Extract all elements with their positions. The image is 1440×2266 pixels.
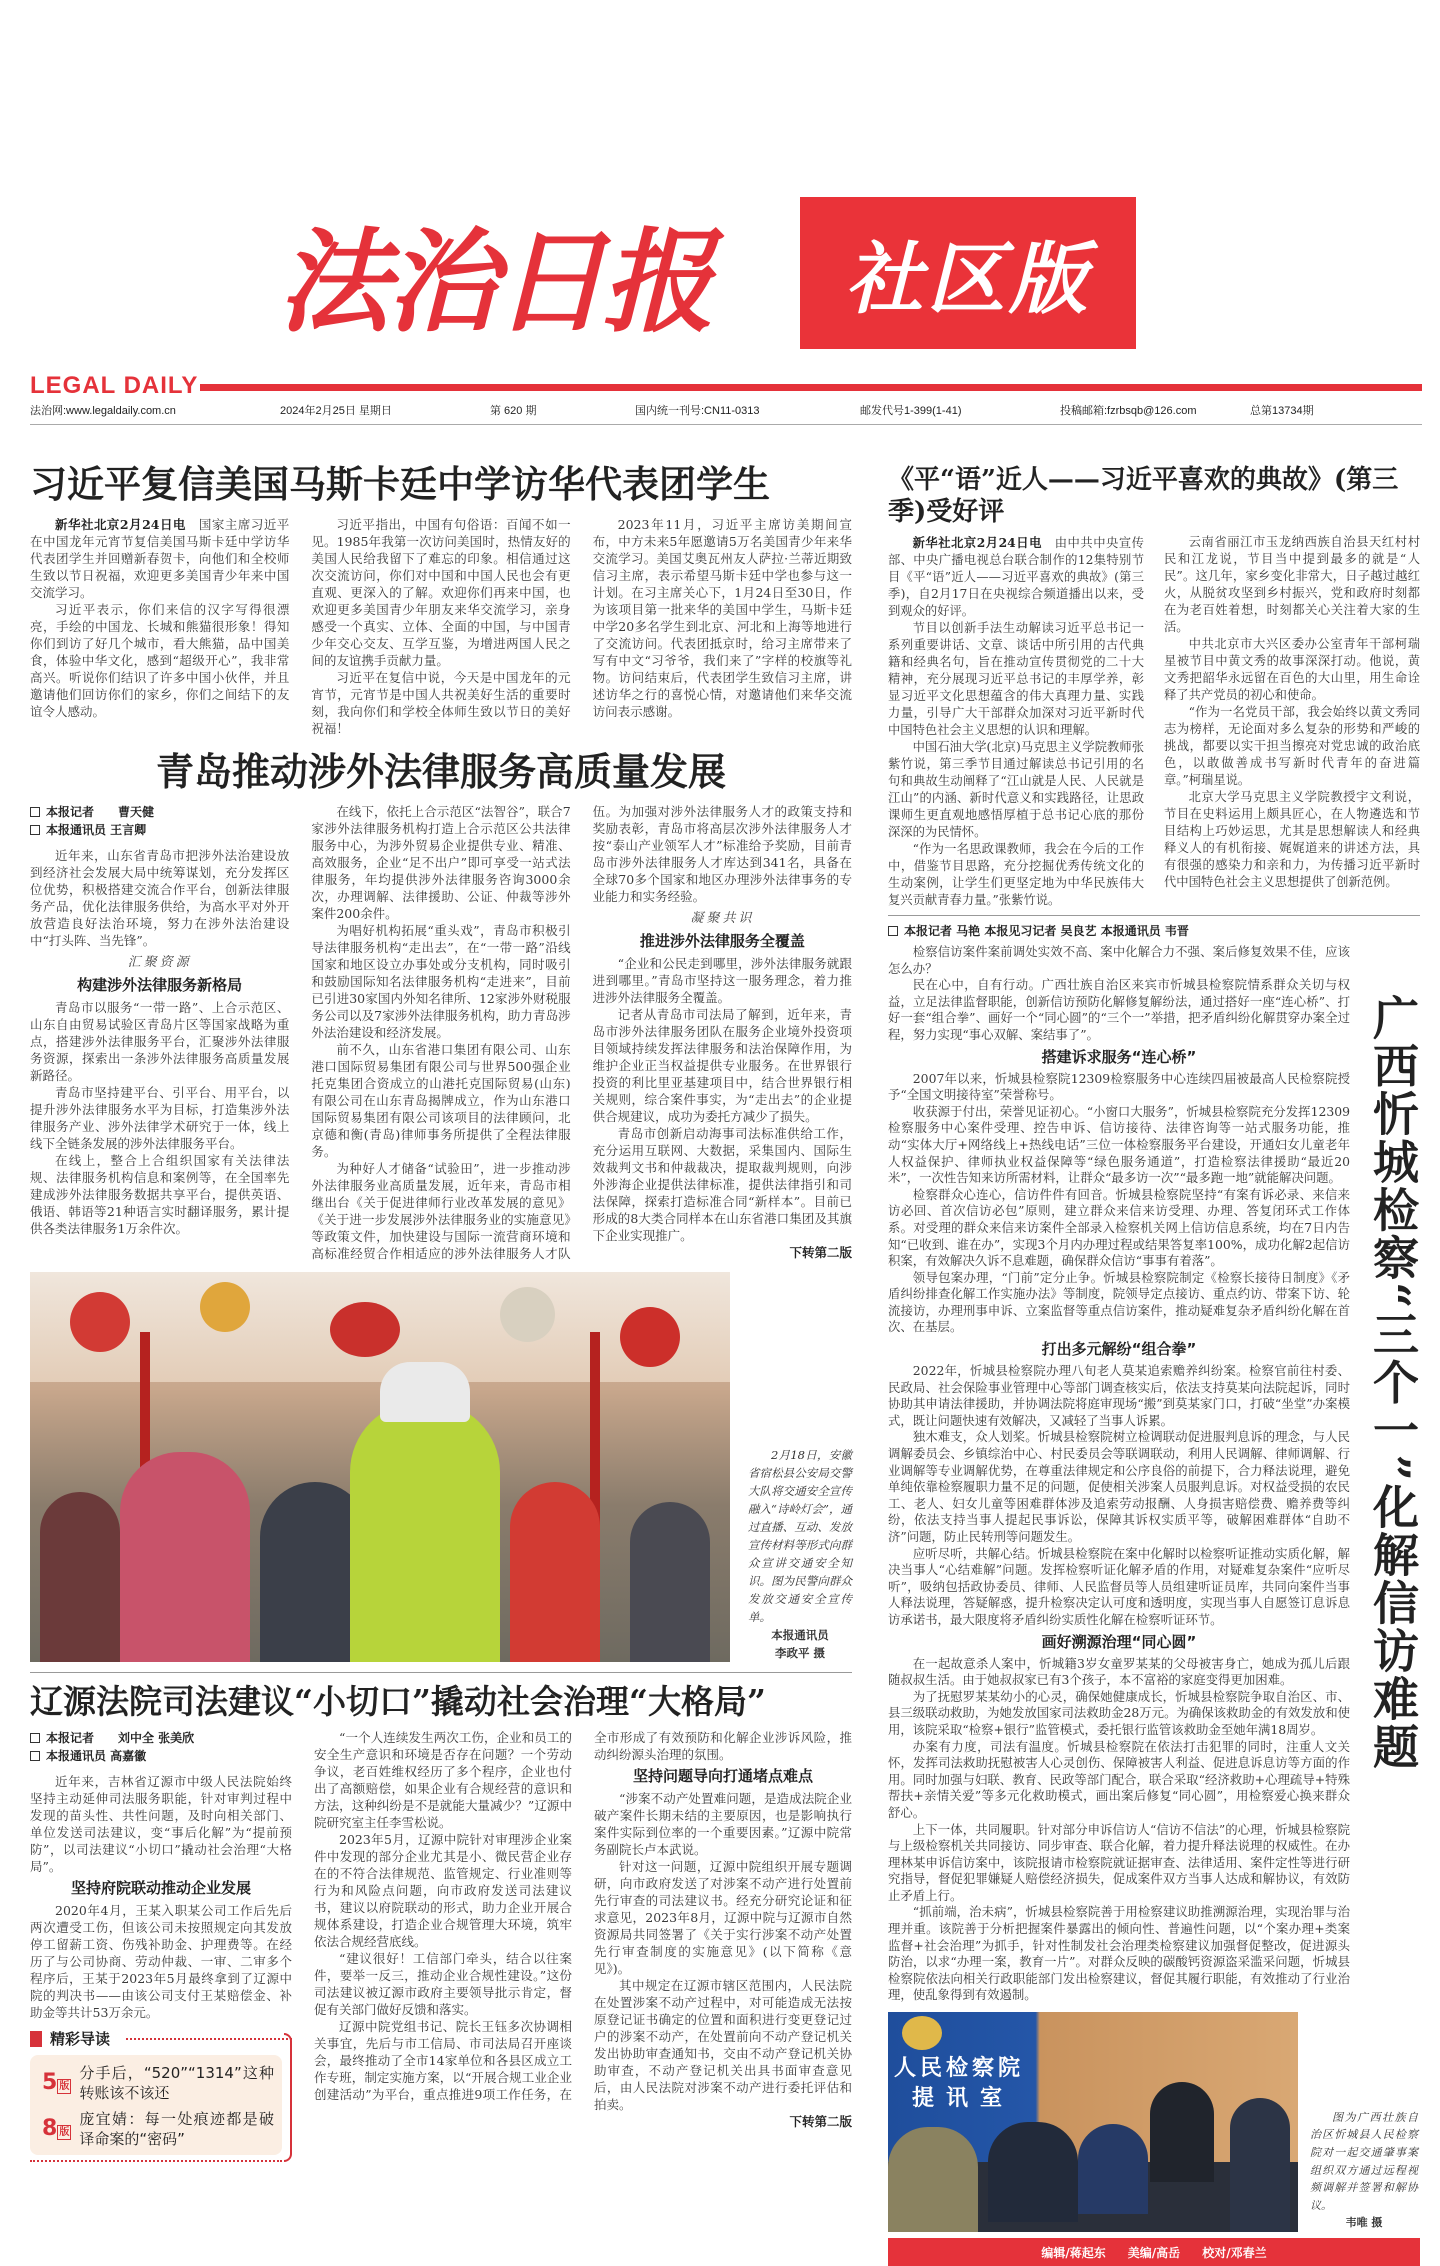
paragraph: “作为一名党员干部，我会始终以黄文秀同志为榜样，无论面对多么复杂的形势和严峻的挑战，都要以实干担当擦亮对党忠诚的政治底色，以敢做善成书写新时代青年的奋进篇章。”柯瑞星说。 [1164, 705, 1420, 787]
paragraph: 领导包案办理，“门前”定分止争。忻城县检察院制定《检察长接待日制度》《矛盾纠纷排查化解工作实施办法》等制度，院领导定点接访、重点约访、带案下访、轮流接访，办理刑事申诉、立案监督等重点信访案件，推动疑难复杂矛盾纠纷化解在首次、在基层。 [888, 1269, 1350, 1335]
paragraph: 辽源中院党组书记、院长王钰多次协调相关事宜，先后与市工信局、市司法局召开座谈会，最终推动了全市14家单位和各县区成立工作专班，制定实施方案，以“开展合规工业企业创建活动”为平台，重点推进9项工作任务，在全市形成了有效预防和化解企业涉诉风险，推动纠纷源头治理的氛围。 [314, 1730, 852, 2102]
paragraph: 青岛市以服务“一带一路”、上合示范区、山东自由贸易试验区青岛片区等国家战略为重点，搭建涉外法律服务平台，汇聚涉外法律服务资源，探索出一条涉外法律服务高质量发展新路径。 [30, 1000, 290, 1083]
guide-marker-icon [30, 2031, 42, 2047]
guide-item-text: 分手后，“520”“1314”这种转账该不该还 [79, 2064, 274, 2102]
paragraph: 2023年5月，辽源中院针对审理涉企业案件中发现的部分企业尤其是小、微民营企业存在的不符合法律规范、监管规定、行业准则等行为和风险点问题，向市政府发送司法建议书，建议以府院联动的形式，助力企业开展合规体系建设，打造企业合规管理大环境，筑牢依法合规经营底线。 [314, 1832, 572, 1949]
issue-number: 第 620 期 [490, 405, 537, 417]
subheading: 打出多元解纷“组合拳” [1041, 1340, 1197, 1359]
article-liaoyuan-body [314, 1729, 852, 2162]
paragraph: 云南省丽江市玉龙纳西族自治县天红村村民和江龙说，节目当中提到最多的就是“人民”。这几年，家乡变化非常大，日子越过越红火，从脱贫攻坚到乡村振兴，党和政府时刻都在为老百姓着想，时刻都关心关注着大家的生活。 [1164, 535, 1420, 634]
subheading: 搭建诉求服务“连心桥” [1041, 1047, 1197, 1066]
featured-guide [30, 2029, 292, 2162]
guide-page-number: 5 版 [42, 2070, 70, 2095]
editorial-credits-bar [888, 2238, 1420, 2266]
paragraph: 2020年4月，王某入职某公司工作后先后两次遭受工伤，但该公司未按照规定向其发放停工留薪工资、伤残补助金、护理费等。在经历了与公司协商、劳动仲裁、一审、二审多个程序后，王某于2023年5月最终拿到了辽源中院的判决书——由该公司支付王某赔偿金、补助金等共计53万余元。 [30, 1903, 292, 2020]
article-qingdao-body [30, 803, 852, 1262]
article-liaoyuan [30, 1729, 852, 2162]
paragraph: 在线上，整合上合组织国家有关法律法规、法律服务机构信息和案例等，在全国率先建成涉外法律服务数据共享平台，提供英语、俄语、韩语等21种语言实时翻译服务，累计提供各类法律服务1万余件次。 [30, 1153, 290, 1236]
paragraph: 2007年以来，忻城县检察院12309检察服务中心连续四届被最高人民检察院授予“全国文明接待室”荣誉称号。 [888, 1070, 1350, 1103]
paragraph: “企业和公民走到哪里，涉外法律服务就跟进到哪里。”青岛市坚持这一服务理念，着力推进涉外法律服务全覆盖。 [592, 956, 852, 1005]
masthead-info [30, 402, 1422, 418]
photo-procuratorate-row [888, 2012, 1420, 2232]
left-column [30, 460, 852, 2162]
edition-badge: 社区版 [800, 197, 1136, 349]
guide-title: 精彩导读 [50, 2029, 111, 2048]
guide-item-text: 庞宜婧：每一处痕迹都是破译命案的“密码” [79, 2110, 274, 2148]
paragraph: 北京大学马克思主义学院教授宇文利说，节目在史料运用上颇具匠心，在人物遴选和节目结构上巧妙运思，尤其是思想解读人和经典释义人的有机衔接、娓娓道来的讲述方法，具有很强的感染力和亲和力，为传播习近平新时代中国特色社会主义思想提供了创新范例。 [1164, 790, 1420, 889]
byline: 本报记者 马艳 本报见习记者 吴良艺 本报通讯员 韦晋 [888, 922, 1420, 940]
paragraph: 青岛市创新启动海事司法标准供给工作，充分运用互联网、大数据，采集国内、国际生效裁判文书和仲裁裁决，提取裁判规则，向涉外涉海企业提供法律标准，提供法律指引和司法保障，探索打造标准合同“新样本”。目前已形成的8大类合同样本在山东省港口集团及其旗下企业实现推广。 [592, 1126, 852, 1243]
paragraph: 其中规定在辽源市辖区范围内，人民法院在处置涉案不动产过程中，对可能造成无法按原登记证书确定的位置和面积进行变更登记过户的涉案不动产，在处置前向不动产登记机关发出协助审查通知书，交由不动产登记机关协助审查，不动产登记机关出具书面审查意见后，由人民法院对涉案不动产进行委托评估和拍卖。 [594, 1978, 852, 2112]
paragraph: 近年来，山东省青岛市把涉外法治建设放到经济社会发展大局中统筹谋划，充分发挥区位优势，积极搭建交流合作平台，创新法律服务产品，优化法律服务供给，为高水平对外开放营造良好法治环境，努力在涉外法治建设中“打头阵、当先锋”。 [30, 848, 290, 948]
article-xi-letter-body [30, 516, 852, 737]
byline: 本报通讯员 高嘉徽 [30, 1747, 292, 1765]
photo-credit: 李政平 摄 [774, 1646, 825, 1660]
photo-credit: 韦唯 摄 [1345, 2216, 1383, 2230]
issue-date: 2024年2月25日 星期日 [280, 405, 392, 417]
subheading: 推进涉外法律服务全覆盖 [639, 932, 805, 950]
paragraph: 记者从青岛市司法局了解到，近年来，青岛市涉外法律服务团队在服务企业境外投资项目领域持续发挥法律服务和法治保障作用，为维护企业正当权益提供专业服务。在世界银行投资的利比里亚基建项目中，结合世界银行相关规则，综合案件事实，为“走出去”的企业提供合规建议，成功为委托方减少了损失。 [592, 1007, 852, 1124]
photo-lantern-festival [30, 1272, 730, 1662]
subheading: 坚持问题导向打通堵点难点 [632, 1767, 813, 1785]
total-issue: 总第13734期 [1250, 405, 1314, 417]
paragraph: 独木难支，众人划桨。忻城县检察院树立检调联动促进服判息诉的理念，与人民调解委员会、乡镇综治中心、村民委员会等联调联动，利用人民调解、律师调解、行业调解等专业调解优势，在尊重法律规定和公序良俗的前提下，合力释法说理，避免单纯依靠检察履职力量不足的问题，促使相关涉案人员服判息诉。对权益受损的农民工、老人、妇女儿童等困难群体涉及追索劳动报酬、人身损害赔偿费、赡养费等纠纷，依法支持当事人提起民事诉讼，保障其诉权实质平等，破解困难群体“自助不济”问题，防止民转刑等问题发生。 [888, 1429, 1350, 1544]
byline: 本报记者 刘中全 张美欣 [30, 1729, 292, 1747]
subheading: 画好溯源治理“同心圆” [1041, 1632, 1197, 1651]
paragraph: 检察信访案件案前调处实效不高、案中化解合力不强、案后修复效果不佳，应该怎么办？ [888, 944, 1350, 976]
postal-code: 邮发代号1-399(1-41) [860, 405, 962, 417]
right-column [888, 460, 1420, 2266]
continued-on-page-2: 下转第二版 [789, 2114, 852, 2129]
logo-text: 法治日报 [278, 216, 710, 348]
guide-item[interactable] [42, 2063, 274, 2103]
square-icon [30, 1751, 40, 1761]
headline-program: 《平“语”近人——习近平喜欢的典故》(第三季)受好评 [888, 465, 1399, 527]
english-name: LEGAL DAILY [30, 372, 199, 399]
article-program-body [888, 534, 1420, 909]
headline-qingdao: 青岛推动涉外法律服务高质量发展 [155, 749, 726, 794]
subheading: 凝聚共识 [690, 911, 755, 926]
headline-xi-letter: 习近平复信美国马斯卡廷中学访华代表团学生 [30, 462, 770, 506]
paragraph: “建议很好！工信部门牵头，结合以往案件，要举一反三，推动企业合规性建设。”这份司法建议被辽源市政府主要领导批示肯定，督促有关部门做好反馈和落实。 [314, 1951, 572, 2017]
paragraph: 应听尽听，共解心结。忻城县检察院在案中化解时以检察听证推动实质化解，解决当事人“心结难解”问题。发挥检察听证化解矛盾的作用，对疑难复杂案件“应听尽听”，吸纳包括政协委员、律师、人民监督员等人员组建听证员库，共同向案件当事人释法说理，答疑解惑，提升检察决定认可度和透明度，实现当事人自愿签订息诉息访承诺书，最大限度将矛盾纠纷实质性化解在检察听证环节。 [888, 1545, 1350, 1627]
paragraph: 中共北京市大兴区委办公室青年干部柯瑞星被节目中黄文秀的故事深深打动。他说，黄文秀把韶华永远留在百色的大山里，用生命诠释了共产党员的初心和使命。 [1164, 637, 1420, 702]
paragraph: 针对这一问题，辽源中院组织开展专题调研，向市政府发送了对涉案不动产进行处置前先行审查的司法建议书。经充分研究论证和征求意见，2023年8月，辽源中院与辽源市自然资源局共同签署了《关于实行涉案不动产处置先行审查制度的实施意见》(以下简称《意见》)。 [594, 1859, 852, 1976]
photo-procuratorate-caption: 图为广西壮族自治区忻城县人民检察院对一起交通肇事案组织双方通过远程视频调解并签署和解协议。 韦唯 摄 [1310, 2109, 1418, 2232]
dateline: 新华社北京2月24日电 [55, 517, 186, 532]
website[interactable]: 法治网:www.legaldaily.com.cn [30, 405, 176, 417]
divider [30, 424, 1422, 425]
guide-page-number: 8 版 [42, 2116, 70, 2141]
paragraph: 为种好人才储备“试验田”，进一步推动涉外法律服务业高质量发展，近年来，青岛市相继出台《关于促进律师行业改革发展的意见》《关于进一步发展涉外法律服务业的实施意见》等政策文件，加快建设与国际一流营商环境和高标准经贸合作相适应的涉外法律服务人才队伍。为加强对涉外法律服务人才的政策支持和奖励表彰，青岛市将高层次涉外法律服务人才按“泰山产业领军人才”标准给予奖励，目前青岛市涉外法律服务人才库达到341名，具备在全球70多个国家和地区办理涉外法律事务的专业能力和实务经验。 [311, 804, 852, 1261]
paragraph: 习近平在复信中说，今天是中国龙年的元宵节，元宵节是中国人共祝美好生活的重要时刻，我向你们和学校全体师生致以节日的美好祝福！ [311, 670, 571, 736]
square-icon [30, 825, 40, 835]
photo-procuratorate [888, 2012, 1298, 2232]
article-guangxi [888, 944, 1420, 2004]
continued-on-page-2: 下转第二版 [789, 1245, 852, 1260]
paragraph: “作为一名思政课教师，我会在今后的工作中，借鉴节目思路，充分挖掘优秀传统文化的生动案例，让学生们更坚定地为中华民族伟大复兴贡献青春力量。”张紫竹说。 [888, 842, 1144, 907]
paragraph: 习近平表示，你们来信的汉字写得很漂亮，手绘的中国龙、长城和熊猫很形象！得知你们到访了好几个城市，看大熊猫，品中国美食，体验中华文化，感到“超级开心”，我非常高兴。听说你们结识了许多中国小伙伴，并且邀请他们回访你们的家乡，你们之间结下的友谊令人感动。 [30, 602, 290, 719]
headline-liaoyuan: 辽源法院司法建议“小切口”撬动社会治理“大格局” [30, 1682, 766, 1721]
wall-sign-2: 提讯室 [912, 2086, 1015, 2112]
divider [30, 1672, 852, 1673]
divider [888, 915, 1420, 916]
photo-credit-role: 本报通讯员 [771, 1628, 829, 1642]
paragraph: 2022年，忻城县检察院办理八旬老人莫某追索赡养纠纷案。检察官前往村委、民政局、社会保险事业管理中心等部门调查核实后，依法支持莫某向法院起诉，同时协助其申请法律援助，并协调法院将庭审现场“搬”到莫某家门口，打破“坐堂”办案模式，既让问题快速有效解决，又减轻了当事人诉累。 [888, 1363, 1350, 1428]
square-icon [888, 926, 898, 936]
headline-guangxi: 广西忻城检察“三个一”化解信访难题 [1366, 994, 1420, 1771]
paragraph: 检察群众心连心，信访件件有回音。忻城县检察院坚持“有案有诉必录、来信来访必回、首次信访必包”原则，建立群众来信来访受理、办理、答复闭环式工作体系。对受理的群众来信来访案件全部录入检察机关网上信访信息系统，均在7日内告知“已收到、谁在办”，实现3个月内办理过程或结果答复率100%，成功化解2起信访积案，有效解决久诉不息难题，确保群众信访“事事有着落”。 [888, 1186, 1350, 1269]
proofreader: 校对/邓春兰 [1202, 2245, 1267, 2260]
paragraph: 为了抚慰罗某某幼小的心灵，确保她健康成长，忻城县检察院争取自治区、市、县三级联动救助，为她发放国家司法救助金28万元。为确保该救助金的有效发放和使用，该院采取“检察+银行”监管模式，委托银行监管该救助金至她年满18周岁。 [888, 1688, 1350, 1737]
square-icon [30, 1733, 40, 1743]
subheading: 汇聚资源 [127, 955, 192, 970]
subheading: 坚持府院联动推动企业发展 [70, 1879, 251, 1897]
byline: 本报通讯员 王言卿 [30, 821, 289, 839]
paragraph: 新华社北京2月24日电 国家主席习近平在中国龙年元宵节复信美国马斯卡廷中学访华代表团学生并回赠新春贺卡，向他们和全校师生致以节日祝福，欢迎更多美国青少年来中国交流学习。 [30, 517, 290, 600]
wall-sign-1: 人民检察院 [894, 2056, 1025, 2082]
paragraph: “抓前端，治未病”，忻城县检察院善于用检察建议助推溯源治理，实现治罪与治理并重。该院善于分析把握案件暴露出的倾向性、普遍性问题，以“个案办理+类案监督+社会治理”为抓手，针对性制发社会治理类检察建议加强督促整改，促进源头防治，以求“办理一案，教育一片”。对群众反映的碳酸钙资源盗采滥采问题，忻城县检察院依法向相关行政职能部门发出检察建议，督促其履行职能，有效推动了行业治理，使乱象得到有效遏制。 [888, 1904, 1350, 2003]
guide-item[interactable] [42, 2109, 274, 2149]
paragraph: 前不久，山东省港口集团有限公司、山东港口国际贸易集团有限公司与世界500强企业托克集团合资成立的山港托克国际贸易(山东)有限公司在山东青岛揭牌成立，作为山东港口国际贸易集团有限公司该项目的法律顾问，北京德和衡(青岛)律师事务所提供了全程法律服务。 [311, 1042, 571, 1159]
paragraph: 新华社北京2月24日电 由中共中央宣传部、中央广播电视总台联合制作的12集特别节目《平“语”近人——习近平喜欢的典故》(第三季)，自2月17日在央视综合频道播出以来，受到观众的好评。 [888, 535, 1144, 618]
cn-number: 国内统一刊号:CN11-0313 [635, 405, 760, 417]
photo-lantern-row [30, 1272, 852, 1662]
paragraph: 为唱好机构拓展“重头戏”，青岛市积极引导法律服务机构“走出去”，在“一带一路”沿线国家和地区设立办事处或分支机构，同时吸引和鼓励国际知名法律服务机构“走进来”，目前已引进30家国内外知名律所、12家涉外财税服务公司以及7家涉外法律服务机构，助力青岛涉外法治建设和经济发展。 [311, 923, 571, 1040]
dateline: 新华社北京2月24日电 [912, 535, 1042, 550]
paragraph: “一个人连续发生两次工伤，企业和员工的安全生产意识和环境是否存在问题？一个劳动争议，老百姓维权经历了多个程序，企业也付出了高额赔偿，如果企业有合规经营的意识和方法，这种纠纷是不是就能大量减少？”辽源中院研究室主任李雪松说。 [314, 1730, 572, 1830]
paragraph: 民在心中，自有行动。广西壮族自治区来宾市忻城县检察院情系群众关切与权益，立足法律监督职能，创新信访预防化解修复解纷法，通过搭好一座“连心桥”、打好一套“组合拳”、画好一个“同心圆”的“三个一”举措，把矛盾纠纷化解贯穿办案全过程，努力实现“事心双解、案结事了”。 [888, 977, 1350, 1042]
paragraph: 节目以创新手法生动解读习近平总书记一系列重要讲话、文章、谈话中所引用的古代典籍和经典名句，旨在推动宣传贯彻党的二十大精神，充分展现习近平总书记的丰厚学养，彰显习近平文化思想蕴含的伟大真理力量、实践力量，引导广大干部群众加深对习近平新时代中国特色社会主义思想的认识和理解。 [888, 621, 1144, 737]
photo-lantern-caption: 2月18日，安徽省宿松县公安局交警大队将交通安全宣传融入“诗岭灯会”，通过直播、互动、发放宣传材料等形式向群众宣讲交通安全知识。图为民警向群众发放交通安全宣传单。 本报通讯员 李政平 摄 [748, 1448, 852, 1660]
subheading: 构建涉外法律服务新格局 [77, 976, 243, 994]
paragraph: 中国石油大学(北京)马克思主义学院教师张紫竹说，第三季节目通过解读总书记引用的名句和典故生动阐释了“江山就是人民、人民就是江山”的内涵、新时代意义和实践路径，让思政课师生更直观地感悟厚植于总书记心底的那份深深的为民情怀。 [888, 740, 1144, 839]
paragraph: 收获源于付出，荣誉见证初心。“小窗口大服务”，忻城县检察院充分发挥12309检察服务中心案件受理、控告申诉、信访接待、法律咨询等一站式服务功能，推动“实体大厅+网络线上+热线电话”三位一体检察服务平台建设，开通妇女儿童老年人权益保护、律师执业权益保障等“绿色服务通道”，打造检察法律援助“最近20米”，一次性告知来访所需材料，让群众“最多访一次”“最多跑一地”就能解决问题。 [888, 1103, 1350, 1186]
designer: 美编/高岳 [1127, 2245, 1181, 2260]
paragraph: 上下一体，共同履职。针对部分申诉信访人“信访不信法”的心理，忻城县检察院与上级检察机关共同接访、同步审查、联合化解，着力提升释法说理的权威性。在办理林某申诉信访案中，该院报请市检察院就证据审查、法律适用、案件定性等进行研究指导，督促犯罪嫌疑人赔偿经济损失，促成案件双方当事人达成和解协议，有效防止矛盾上行。 [888, 1821, 1350, 1903]
byline: 本报记者 曹天健 [30, 803, 289, 821]
paragraph: “涉案不动产处置难问题，是造成法院企业破产案件长期未结的主要原因，也是影响执行案件实际到位率的一个重要因素。”辽源中院常务副院长卢本武说。 [594, 1791, 852, 1857]
submission-email[interactable]: 投稿邮箱:fzrbsqb@126.com [1060, 405, 1197, 417]
masthead-logo [278, 178, 798, 368]
masthead-rule [200, 384, 1422, 391]
square-icon [30, 807, 40, 817]
editor: 编辑/蒋起东 [1041, 2245, 1106, 2260]
paragraph: 办案有力度，司法有温度。忻城县检察院在依法打击犯罪的同时，注重人文关怀，发挥司法救助抚慰被害人心灵创伤、保障被害人利益、促进息诉息访等方面的作用。同时加强与妇联、教育、民政等部门配合，联合采取“经济救助+心理疏导+特殊帮扶+亲情关爱”等多元化救助模式，画出案后修复“同心圆”，用检察爱心换来群众舒心。 [888, 1738, 1350, 1820]
paragraph: 青岛市坚持建平台、引平台、用平台，以提升涉外法律服务水平为目标，打造集涉外法律服务产业、涉外法律学术研究于一体，线上线下全链条发展的涉外法律服务平台。 [30, 1085, 290, 1151]
paragraph: 在线下，依托上合示范区“法智谷”，联合7家涉外法律服务机构打造上合示范区公共法律服务中心，为涉外贸易企业提供专业、精准、高效服务，企业“足不出户”即可享受一站式法律服务，年均提供涉外法律服务咨询3000余次，办理调解、法律援助、公证、仲裁等涉外案件200余件。 [311, 804, 571, 921]
paragraph: 习近平指出，中国有句俗语：百闻不如一见。1985年我第一次访问美国时，热情友好的美国人民给我留下了难忘的印象。相信通过这次交流访问，你们对中国和中国人民也会有更直观、更深入的了解。欢迎你们再来中国，也欢迎更多美国青少年朋友来华交流学习，亲身感受一个真实、立体、全面的中国，与中国青少年交心交友、互学互鉴，为增进两国人民之间的友谊携手贡献力量。 [311, 517, 571, 668]
paragraph: 近年来，吉林省辽源市中级人民法院始终坚持主动延伸司法服务职能，针对审判过程中发现的苗头性、共性问题，及时向相关部门、单位发送司法建议，变“事后化解”为“提前预防”，以司法建议“小切口”撬动社会治理“大格局”。 [30, 1774, 292, 1874]
paragraph: 在一起故意杀人案中，忻城籍3岁女童罗某某的父母被害身亡，她成为孤儿后跟随叔叔生活。由于她叔叔家已有3个孩子，本不富裕的家庭变得更加困难。 [888, 1655, 1350, 1688]
article-liaoyuan-body-first-column [30, 1729, 292, 2162]
paragraph: 2023年11月，习近平主席访美期间宣布，中方未来5年愿邀请5万名美国青少年来华交流学习。美国艾奥瓦州友人萨拉·兰蒂近期致信习主席，表示希望马斯卡廷中学也参与这一计划。在习主席关心下，1月24日至30日，作为该项目第一批来华的美国中学生，马斯卡廷中学20多名学生到北京、河北和上海等地进行了交流访问。代表团抵京时，给习主席带来了写有中文“习爷爷，我们来了”字样的校旗等礼物。访问结束后，代表团学生致信习主席，讲述访华之行的喜悦心情，对邀请他们来华交流访问表示感谢。 [592, 517, 852, 719]
article-guangxi-body [888, 944, 1350, 2004]
